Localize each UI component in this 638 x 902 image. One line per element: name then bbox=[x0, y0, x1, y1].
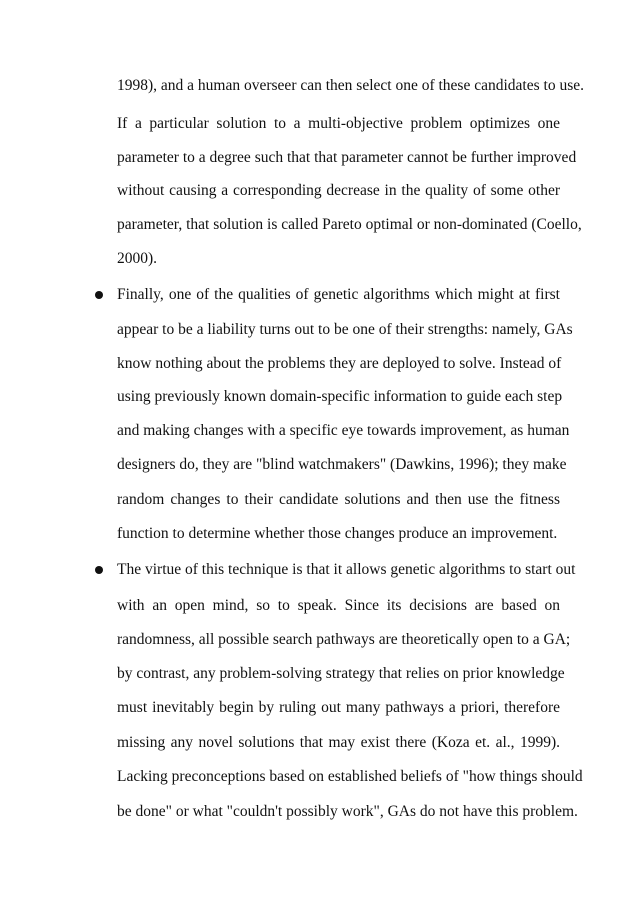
text-line: Lacking preconceptions based on established beliefs of "how things should bbox=[117, 768, 583, 785]
text-line: using previously known domain-specific information to guide each step bbox=[117, 388, 563, 405]
text-line: parameter to a degree such that that parameter cannot be further improved bbox=[117, 149, 577, 166]
text-line: be done" or what "couldn't possibly work", GAs do not have this problem. bbox=[117, 803, 578, 820]
text-line: must inevitably begin by ruling out many pathways a priori, therefore bbox=[117, 699, 560, 716]
text-line: with an open mind, so to speak. Since its decisions are based on bbox=[117, 597, 560, 614]
text-line: appear to be a liability turns out to be one of their strengths: namely, GAs bbox=[117, 321, 573, 338]
text-line: Finally, one of the qualities of genetic algorithms which might at first bbox=[117, 286, 560, 303]
text-line: 1998), and a human overseer can then select one of these candidates to use. bbox=[117, 77, 584, 94]
text-line: by contrast, any problem-solving strategy that relies on prior knowledge bbox=[117, 665, 565, 682]
text-line: random changes to their candidate solutions and then use the fitness bbox=[117, 491, 560, 508]
text-line: without causing a corresponding decrease in the quality of some other bbox=[117, 182, 560, 199]
text-line: missing any novel solutions that may exist there (Koza et. al., 1999). bbox=[117, 734, 560, 751]
text-line: 2000). bbox=[117, 250, 158, 267]
text-line: function to determine whether those changes produce an improvement. bbox=[117, 525, 558, 542]
text-line: know nothing about the problems they are deployed to solve. Instead of bbox=[117, 355, 562, 372]
text-line: parameter, that solution is called Pareto optimal or non-dominated (Coello, bbox=[117, 216, 582, 233]
bullet-icon bbox=[95, 566, 103, 574]
text-line: designers do, they are "blind watchmakers" (Dawkins, 1996); they make bbox=[117, 456, 567, 473]
text-line: and making changes with a specific eye towards improvement, as human bbox=[117, 422, 570, 439]
bullet-icon bbox=[95, 291, 103, 299]
text-line: If a particular solution to a multi-objective problem optimizes one bbox=[117, 115, 560, 132]
text-line: randomness, all possible search pathways are theoretically open to a GA; bbox=[117, 631, 571, 648]
text-line: The virtue of this technique is that it allows genetic algorithms to start out bbox=[117, 561, 576, 578]
